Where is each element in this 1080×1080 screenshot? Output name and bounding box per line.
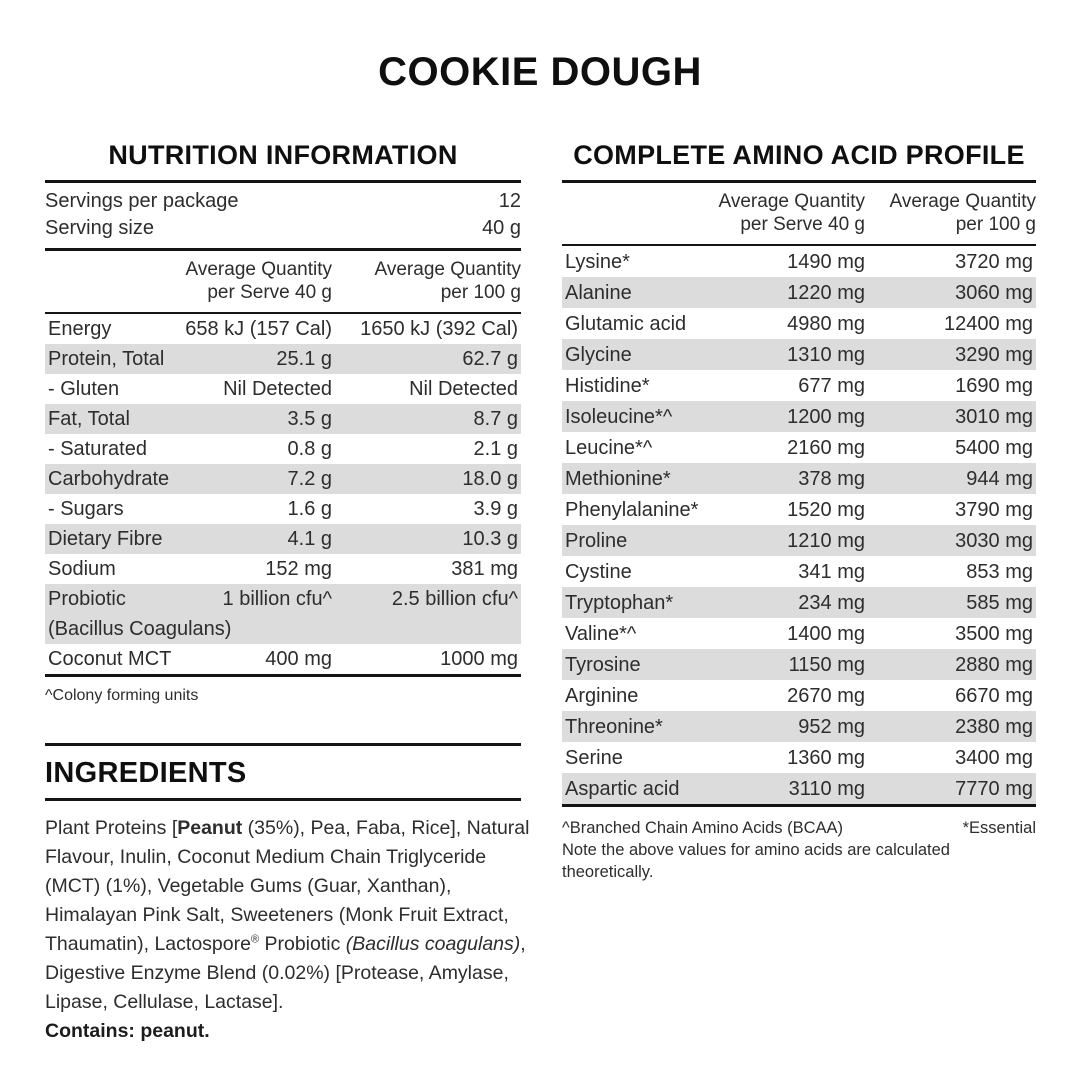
per100-value: 7770 mg bbox=[955, 777, 1033, 800]
table-row bbox=[562, 463, 1036, 494]
ingredients-text bbox=[45, 814, 537, 1017]
serving-label: Serving size bbox=[45, 217, 154, 239]
per100-value: 3030 mg bbox=[955, 529, 1033, 552]
per100-value: 3060 mg bbox=[955, 281, 1033, 304]
row-label: Fat, Total bbox=[48, 408, 130, 430]
table-row bbox=[562, 370, 1036, 401]
amino-section bbox=[562, 140, 1036, 883]
serve-value: 4.1 g bbox=[287, 528, 332, 550]
nutrition-table-body bbox=[45, 314, 521, 677]
table-row bbox=[45, 404, 521, 434]
per100-value: 5400 mg bbox=[955, 436, 1033, 459]
serving-row bbox=[45, 188, 521, 215]
serve-value: 2670 mg bbox=[787, 684, 865, 707]
per100-value: 853 mg bbox=[966, 560, 1033, 583]
table-row bbox=[45, 644, 521, 674]
table-row bbox=[562, 773, 1036, 804]
ingredient-segment: Peanut bbox=[177, 817, 243, 839]
row-label: Energy bbox=[48, 318, 112, 340]
serve-value: 2160 mg bbox=[787, 436, 865, 459]
row-label: Tryptophan* bbox=[565, 591, 674, 614]
column-header-per-serve: Average Quantity per Serve 40 g bbox=[185, 259, 332, 303]
per100-value: 3.9 g bbox=[473, 498, 518, 520]
row-label: - Sugars bbox=[48, 498, 124, 520]
row-label: Valine*^ bbox=[565, 622, 637, 645]
serve-value: 677 mg bbox=[798, 374, 865, 397]
table-row bbox=[562, 649, 1036, 680]
row-label: Serine bbox=[565, 746, 623, 769]
row-label: Cystine bbox=[565, 560, 632, 583]
serve-value: 234 mg bbox=[798, 591, 865, 614]
column-header-per-100g: Average Quantity per 100 g bbox=[889, 191, 1036, 235]
serve-value: 1400 mg bbox=[787, 622, 865, 645]
per100-value: 585 mg bbox=[966, 591, 1033, 614]
per100-value: 12400 mg bbox=[944, 312, 1033, 335]
table-row bbox=[562, 587, 1036, 618]
row-label: Aspartic acid bbox=[565, 777, 680, 800]
row-label: Sodium bbox=[48, 558, 116, 580]
per100-value: 944 mg bbox=[966, 467, 1033, 490]
table-row bbox=[562, 339, 1036, 370]
table-header-row bbox=[45, 251, 521, 314]
per100-value: Nil Detected bbox=[409, 378, 518, 400]
ingredients-section bbox=[45, 743, 530, 1046]
table-row bbox=[562, 618, 1036, 649]
per100-value: 3400 mg bbox=[955, 746, 1033, 769]
ingredient-segment: Plant Proteins [ bbox=[45, 817, 178, 839]
serve-value: 3.5 g bbox=[287, 408, 332, 430]
per100-value: 3720 mg bbox=[955, 250, 1033, 273]
per100-value: 3010 mg bbox=[955, 405, 1033, 428]
ingredients-heading: INGREDIENTS bbox=[45, 757, 521, 801]
per100-value: 10.3 g bbox=[462, 528, 518, 550]
row-label-second-line: (Bacillus Coagulans) bbox=[48, 618, 232, 640]
row-label: Dietary Fibre bbox=[48, 528, 163, 550]
table-row bbox=[45, 554, 521, 584]
serve-value: 378 mg bbox=[798, 467, 865, 490]
amino-footnotes bbox=[562, 817, 1036, 883]
page-title: COOKIE DOUGH bbox=[378, 50, 702, 94]
contains-statement: Contains: peanut. bbox=[45, 1020, 210, 1042]
row-label: Phenylalanine* bbox=[565, 498, 699, 521]
per100-value: 3500 mg bbox=[955, 622, 1033, 645]
table-row bbox=[45, 344, 521, 374]
table-row bbox=[562, 432, 1036, 463]
per100-value: 1000 mg bbox=[440, 648, 518, 670]
amino-footnote-note: Note the above values for amino acids are calculated theoretically. bbox=[562, 841, 950, 881]
serve-value: 25.1 g bbox=[276, 348, 332, 370]
table-row bbox=[562, 308, 1036, 339]
row-label: Lysine* bbox=[565, 250, 630, 273]
serving-value: 12 bbox=[498, 190, 521, 212]
amino-table bbox=[562, 183, 1036, 807]
table-row bbox=[562, 711, 1036, 742]
amino-footnote-essential: *Essential bbox=[962, 819, 1036, 837]
per100-value: 1650 kJ (392 Cal) bbox=[360, 318, 518, 340]
table-row bbox=[562, 556, 1036, 587]
serve-value: 1310 mg bbox=[787, 343, 865, 366]
row-label: - Gluten bbox=[48, 378, 120, 400]
row-label: Alanine bbox=[565, 281, 632, 304]
serve-value: Nil Detected bbox=[223, 378, 332, 400]
ingredient-segment: (Bacillus coagulans) bbox=[345, 933, 521, 955]
table-row bbox=[45, 314, 521, 344]
table-row bbox=[45, 494, 521, 524]
amino-footnote-bcaa: ^Branched Chain Amino Acids (BCAA) bbox=[562, 819, 844, 837]
serve-value: 658 kJ (157 Cal) bbox=[185, 318, 332, 340]
per100-value: 3790 mg bbox=[955, 498, 1033, 521]
row-label: Tyrosine bbox=[565, 653, 641, 676]
table-row bbox=[45, 524, 521, 554]
row-label: Proline bbox=[565, 529, 628, 552]
per100-value: 6670 mg bbox=[955, 684, 1033, 707]
serve-value: 400 mg bbox=[265, 648, 332, 670]
row-label: Histidine* bbox=[565, 374, 650, 397]
serve-value: 1150 mg bbox=[788, 653, 865, 676]
nutrition-section bbox=[45, 140, 530, 1046]
table-row bbox=[45, 584, 521, 644]
per100-value: 2380 mg bbox=[955, 715, 1033, 738]
row-label: Threonine* bbox=[565, 715, 663, 738]
ingredient-segment: (35%), Pea, Faba, Rice], Natural Flavour, Inulin, Coconut Medium Chain Triglyceride (MCT) (1%), Vegetable Gums (Guar, Xanthan), Himalayan Pink Salt, Sweeteners (Monk Fruit Extract, Thaumatin), Lactospore bbox=[45, 817, 530, 955]
table-row bbox=[562, 494, 1036, 525]
per100-value: 2880 mg bbox=[955, 653, 1033, 676]
per100-value: 8.7 g bbox=[473, 408, 518, 430]
ingredient-segment: , Digestive Enzyme Blend (0.02%) [Protease, Amylase, Lipase, Cellulase, Lactase]. bbox=[45, 933, 526, 1013]
per100-value: 2.5 billion cfu^ bbox=[391, 588, 518, 610]
table-row bbox=[562, 680, 1036, 711]
serve-value: 341 mg bbox=[798, 560, 865, 583]
nutrition-table bbox=[45, 251, 521, 677]
amino-table-body bbox=[562, 246, 1036, 807]
serve-value: 1 billion cfu^ bbox=[222, 588, 332, 610]
serve-value: 1360 mg bbox=[787, 746, 865, 769]
serve-value: 152 mg bbox=[265, 558, 332, 580]
table-row bbox=[562, 742, 1036, 773]
table-row bbox=[562, 277, 1036, 308]
serve-value: 1520 mg bbox=[787, 498, 865, 521]
row-label: Glycine bbox=[565, 343, 632, 366]
row-label: Arginine bbox=[565, 684, 639, 707]
ingredient-segment: Probiotic bbox=[259, 933, 346, 955]
row-label: Leucine*^ bbox=[565, 436, 653, 459]
serve-value: 1220 mg bbox=[787, 281, 865, 304]
serving-value: 40 g bbox=[482, 217, 521, 239]
serve-value: 1490 mg bbox=[787, 250, 865, 273]
serve-value: 4980 mg bbox=[787, 312, 865, 335]
serve-value: 1200 mg bbox=[787, 405, 865, 428]
serve-value: 952 mg bbox=[798, 715, 865, 738]
table-row bbox=[562, 246, 1036, 277]
serve-value: 0.8 g bbox=[287, 438, 332, 460]
per100-value: 3290 mg bbox=[955, 343, 1033, 366]
per100-value: 2.1 g bbox=[473, 438, 518, 460]
table-header-row bbox=[562, 183, 1036, 246]
table-row bbox=[562, 525, 1036, 556]
ingredient-segment: ® bbox=[250, 933, 260, 946]
row-label: Protein, Total bbox=[48, 348, 165, 370]
serve-value: 3110 mg bbox=[788, 777, 865, 800]
serve-value: 7.2 g bbox=[287, 468, 332, 490]
serving-label: Servings per package bbox=[45, 190, 239, 212]
serving-row bbox=[45, 215, 521, 242]
table-row bbox=[45, 434, 521, 464]
row-label: - Saturated bbox=[48, 438, 147, 460]
table-row bbox=[562, 401, 1036, 432]
per100-value: 1690 mg bbox=[955, 374, 1033, 397]
amino-heading: COMPLETE AMINO ACID PROFILE bbox=[562, 140, 1036, 183]
serve-value: 1210 mg bbox=[787, 529, 865, 552]
row-label: Carbohydrate bbox=[48, 468, 170, 490]
per100-value: 18.0 g bbox=[462, 468, 518, 490]
row-label: Coconut MCT bbox=[48, 648, 172, 670]
per100-value: 381 mg bbox=[451, 558, 518, 580]
row-label: Glutamic acid bbox=[565, 312, 687, 335]
column-header-per-100g: Average Quantity per 100 g bbox=[374, 259, 521, 303]
row-label: Isoleucine*^ bbox=[565, 405, 673, 428]
serve-value: 1.6 g bbox=[287, 498, 332, 520]
per100-value: 62.7 g bbox=[462, 348, 518, 370]
nutrition-servings bbox=[45, 183, 521, 251]
table-row bbox=[45, 374, 521, 404]
column-header-per-serve: Average Quantity per Serve 40 g bbox=[718, 191, 865, 235]
row-label: Methionine* bbox=[565, 467, 671, 490]
row-label: Probiotic bbox=[48, 588, 126, 610]
table-row bbox=[45, 464, 521, 494]
nutrition-footnote: ^Colony forming units bbox=[45, 687, 199, 704]
nutrition-heading: NUTRITION INFORMATION bbox=[45, 140, 521, 183]
